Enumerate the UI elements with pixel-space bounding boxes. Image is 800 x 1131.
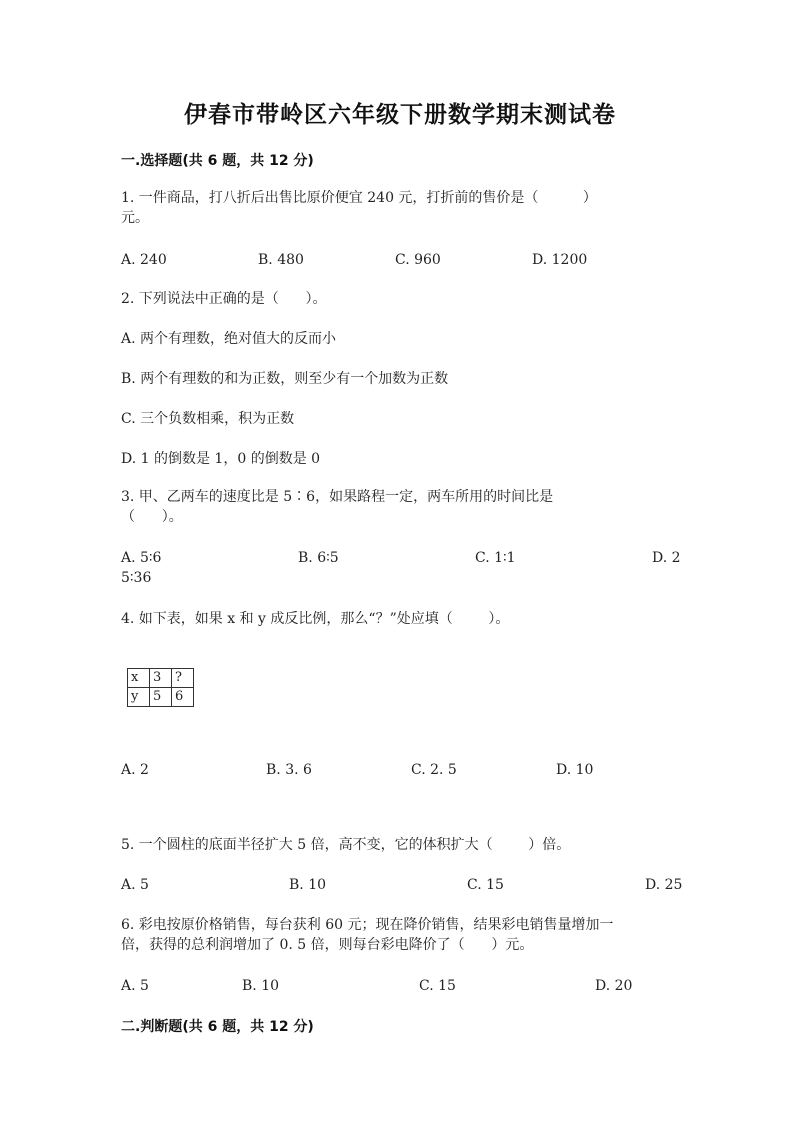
table-cell: 6 [172, 688, 194, 707]
question-3-option-d-cont: 5∶36 [121, 570, 152, 586]
question-3-option-d: D. 2 [652, 550, 681, 566]
table-row [128, 669, 194, 688]
page-title: 伊春市带岭区六年级下册数学期末测试卷 [184, 102, 616, 128]
table-cell: 3 [150, 669, 172, 688]
question-4-option-c: C. 2. 5 [411, 762, 457, 778]
question-6-stem-cont: 倍，获得的总利润增加了 0. 5 倍，则每台彩电降价了（ ）元。 [121, 937, 534, 953]
section-heading-judgement: 二.判断题(共 6 题，共 12 分) [121, 1019, 314, 1035]
question-1-option-c: C. 960 [395, 252, 441, 268]
question-2-stem: 2. 下列说法中正确的是（ ）。 [121, 291, 327, 307]
question-2-option-c: C. 三个负数相乘，积为正数 [121, 411, 295, 427]
question-6-option-a: A. 5 [121, 978, 149, 994]
question-6-option-d: D. 20 [595, 978, 633, 994]
question-4-option-b: B. 3. 6 [266, 762, 312, 778]
question-1-option-b: B. 480 [258, 252, 304, 268]
question-2-option-d: D. 1 的倒数是 1，0 的倒数是 0 [121, 451, 321, 467]
table-row [128, 688, 194, 707]
proportion-table [127, 668, 194, 707]
question-6-option-b: B. 10 [242, 978, 280, 994]
question-3-stem: 3. 甲、乙两车的速度比是 5∶6，如果路程一定，两车所用的时间比是 [121, 489, 554, 505]
question-4-stem: 4. 如下表，如果 x 和 y 成反比例，那么“？”处应填（ ）。 [121, 611, 510, 627]
question-5-option-c: C. 15 [467, 877, 504, 893]
table-cell: y [128, 688, 150, 707]
question-6-option-c: C. 15 [419, 978, 456, 994]
question-3-option-b: B. 6∶5 [298, 550, 339, 566]
question-1-stem: 1. 一件商品，打八折后出售比原价便宜 240 元，打折前的售价是（ ） [121, 190, 597, 206]
table-cell: ? [172, 669, 194, 688]
question-3-option-a: A. 5∶6 [121, 550, 162, 566]
question-4-option-a: A. 2 [121, 762, 149, 778]
question-5-option-d: D. 25 [645, 877, 683, 893]
question-1-stem-cont: 元。 [121, 210, 149, 226]
question-1-option-d: D. 1200 [532, 252, 588, 268]
question-5-option-b: B. 10 [289, 877, 327, 893]
question-2-option-b: B. 两个有理数的和为正数，则至少有一个加数为正数 [121, 371, 449, 387]
question-3-option-c: C. 1∶1 [475, 550, 516, 566]
question-2-option-a: A. 两个有理数，绝对值大的反而小 [121, 331, 337, 347]
question-1-option-a: A. 240 [121, 252, 167, 268]
question-6-stem: 6. 彩电按原价格销售，每台获利 60 元；现在降价销售，结果彩电销售量增加一 [121, 917, 614, 933]
question-5-option-a: A. 5 [121, 877, 149, 893]
question-4-option-d: D. 10 [556, 762, 594, 778]
question-3-stem-cont: （ ）。 [121, 509, 183, 525]
table-cell: 5 [150, 688, 172, 707]
question-5-stem: 5. 一个圆柱的底面半径扩大 5 倍，高不变，它的体积扩大（ ）倍。 [121, 837, 571, 853]
section-heading-choice: 一.选择题(共 6 题，共 12 分) [121, 153, 314, 169]
table-cell: x [128, 669, 150, 688]
